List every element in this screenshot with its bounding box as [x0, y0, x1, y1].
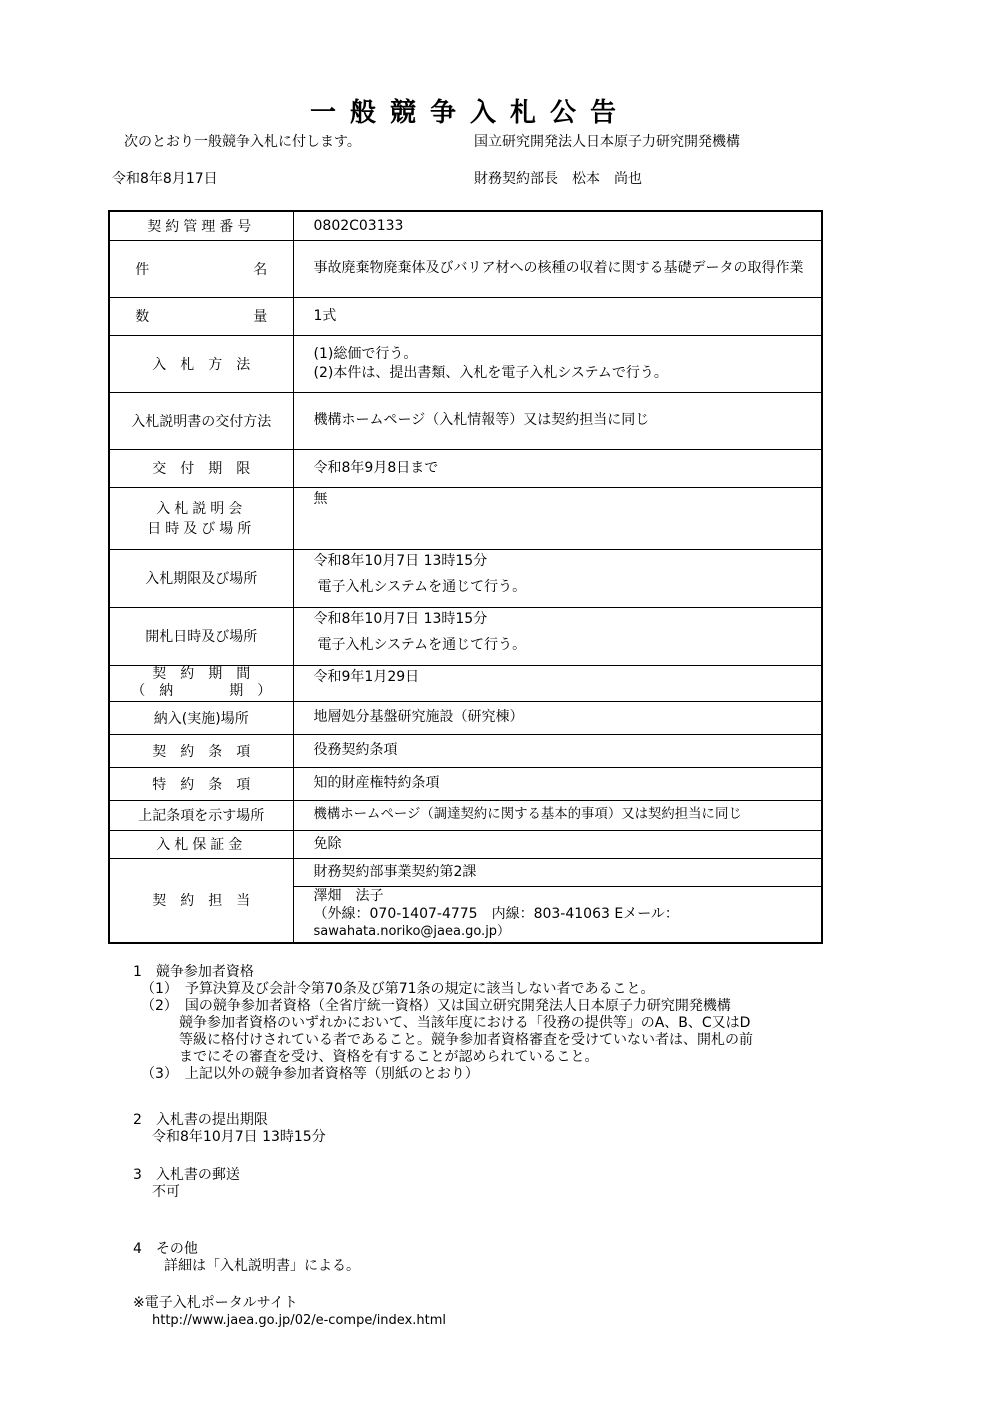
row-contract-number	[109, 211, 822, 240]
row-terms-place	[109, 800, 822, 830]
mail-bid-value: 不可	[152, 1184, 180, 1200]
bid-deadline-place: 電子入札システムを通じて行う。	[317, 578, 527, 595]
value-bid-bond: 免除	[293, 830, 822, 858]
value-contact-person	[293, 886, 822, 943]
page-title: 一般競争入札公告	[309, 98, 630, 128]
value-contact-dept: 財務契約部事業契約第2課	[293, 858, 822, 886]
value-delivery-place: 地層処分基盤研究施設（研究棟）	[293, 701, 822, 734]
section-qualifications	[133, 964, 753, 1083]
qualification-2a: （2） 国の競争参加者資格（全省庁統一資格）又は国立研究開発法人日本原子力研究開発機構	[141, 998, 731, 1014]
row-bid-deadline	[109, 549, 822, 607]
value-special-terms: 知的財産権特約条項	[293, 767, 822, 800]
value-subject: 事故廃棄物廃棄体及びバリア材への核種の収着に関する基礎データの取得作業	[293, 240, 822, 297]
bid-deadline-datetime: 令和8年10月7日 13時15分	[313, 552, 488, 569]
section-portal	[133, 1295, 446, 1329]
row-bid-method	[109, 335, 822, 392]
label-briefing-2: 日時及び場所	[147, 521, 256, 537]
label-delivery-place: 納入(実施)場所	[109, 701, 293, 734]
row-contact-dept	[109, 858, 822, 886]
row-special-terms	[109, 767, 822, 800]
label-bid-bond: 入札保証金	[109, 830, 293, 858]
value-contract-period: 令和9年1月29日	[293, 665, 822, 701]
bid-method-line-2: (2)本件は、提出書類、入札を電子入札システムで行う。	[313, 364, 668, 381]
label-special-terms: 特 約 条 項	[109, 767, 293, 800]
label-quantity-b: 量	[253, 309, 268, 325]
qualification-2c: 等級に格付けされている者であること。競争参加者資格審査を受けていない者は、開札の前	[179, 1032, 753, 1048]
other-title: 4 その他	[133, 1241, 198, 1257]
label-briefing-1: 入札説明会	[156, 501, 247, 517]
value-contract-terms: 役務契約条項	[293, 734, 822, 767]
contracting-officer: 財務契約部長 松本 尚也	[474, 171, 642, 187]
label-delivery-period: 交 付 期 限	[109, 449, 293, 487]
row-delivery-place	[109, 701, 822, 734]
mail-bid-title: 3 入札書の郵送	[133, 1167, 240, 1183]
label-bid-method: 入 札 方 法	[109, 335, 293, 392]
bid-details-table	[108, 210, 823, 944]
submission-deadline-title: 2 入札書の提出期限	[133, 1112, 268, 1128]
label-quantity	[109, 297, 293, 335]
label-doc-delivery: 入札説明書の交付方法	[109, 392, 293, 449]
label-terms-place: 上記条項を示す場所	[109, 800, 293, 830]
label-subject-b: 名	[253, 261, 268, 278]
notice-date: 令和8年8月17日	[112, 171, 218, 187]
section-mail-bid	[133, 1167, 240, 1201]
value-bid-deadline	[293, 549, 822, 607]
label-subject-a: 件	[135, 261, 150, 278]
value-terms-place: 機構ホームページ（調達契約に関する基本的事項）又は契約担当に同じ	[293, 800, 822, 830]
contact-phone: （外線：070-1407-4775 内線：803-41063 Eメール：	[313, 906, 679, 923]
qualification-2d: までにその審査を受け、資格を有することが認められていること。	[179, 1049, 599, 1065]
value-quantity: 1式	[293, 297, 822, 335]
label-contact: 契 約 担 当	[109, 858, 293, 943]
value-delivery-period: 令和8年9月8日まで	[293, 449, 822, 487]
section-submission-deadline	[133, 1112, 326, 1146]
label-contract-period	[109, 665, 293, 701]
contact-email: sawahata.noriko@jaea.go.jp）	[313, 924, 511, 940]
label-opening: 開札日時及び場所	[109, 607, 293, 665]
row-quantity	[109, 297, 822, 335]
row-doc-delivery	[109, 392, 822, 449]
section-other	[133, 1241, 360, 1275]
label-contract-terms: 契 約 条 項	[109, 734, 293, 767]
row-opening	[109, 607, 822, 665]
row-contract-terms	[109, 734, 822, 767]
qualification-2b: 競争参加者資格のいずれかにおいて、当該年度における「役務の提供等」のA、B、C又はD	[179, 1015, 751, 1031]
submission-deadline-value: 令和8年10月7日 13時15分	[152, 1129, 326, 1145]
label-bid-deadline: 入札期限及び場所	[109, 549, 293, 607]
other-value: 詳細は「入札説明書」による。	[164, 1258, 360, 1274]
opening-datetime: 令和8年10月7日 13時15分	[313, 610, 488, 627]
portal-title: ※電子入札ポータルサイト	[133, 1295, 298, 1311]
value-doc-delivery: 機構ホームページ（入札情報等）又は契約担当に同じ	[293, 392, 822, 449]
value-briefing: 無	[293, 487, 822, 549]
row-briefing	[109, 487, 822, 549]
value-bid-method	[293, 335, 822, 392]
portal-url-link[interactable]: http://www.jaea.go.jp/02/e-compe/index.html	[152, 1313, 447, 1328]
qualification-1: （1） 予算決算及び会計令第70条及び第71条の規定に該当しない者であること。	[141, 981, 655, 997]
row-subject	[109, 240, 822, 297]
label-contract-period-2: （ 納 期 ）	[131, 683, 272, 699]
qualifications-title: 1 競争参加者資格	[133, 964, 254, 980]
label-contract-period-1: 契 約 期 間	[152, 666, 251, 682]
label-briefing	[109, 487, 293, 549]
intro-text: 次のとおり一般競争入札に付します。	[124, 134, 361, 150]
row-contract-period	[109, 665, 822, 701]
row-delivery-period	[109, 449, 822, 487]
value-contract-number: 0802C03133	[293, 211, 822, 240]
value-opening	[293, 607, 822, 665]
organization-name: 国立研究開発法人日本原子力研究開発機構	[474, 134, 740, 150]
label-quantity-a: 数	[135, 309, 150, 325]
opening-place: 電子入札システムを通じて行う。	[317, 636, 527, 653]
contact-name: 澤畑 法子	[313, 888, 384, 905]
label-contract-number: 契約管理番号	[109, 211, 293, 240]
bid-method-line-1: (1)総価で行う。	[313, 346, 418, 363]
label-subject	[109, 240, 293, 297]
row-bid-bond	[109, 830, 822, 858]
qualification-3: （3） 上記以外の競争参加者資格等（別紙のとおり）	[141, 1066, 479, 1082]
